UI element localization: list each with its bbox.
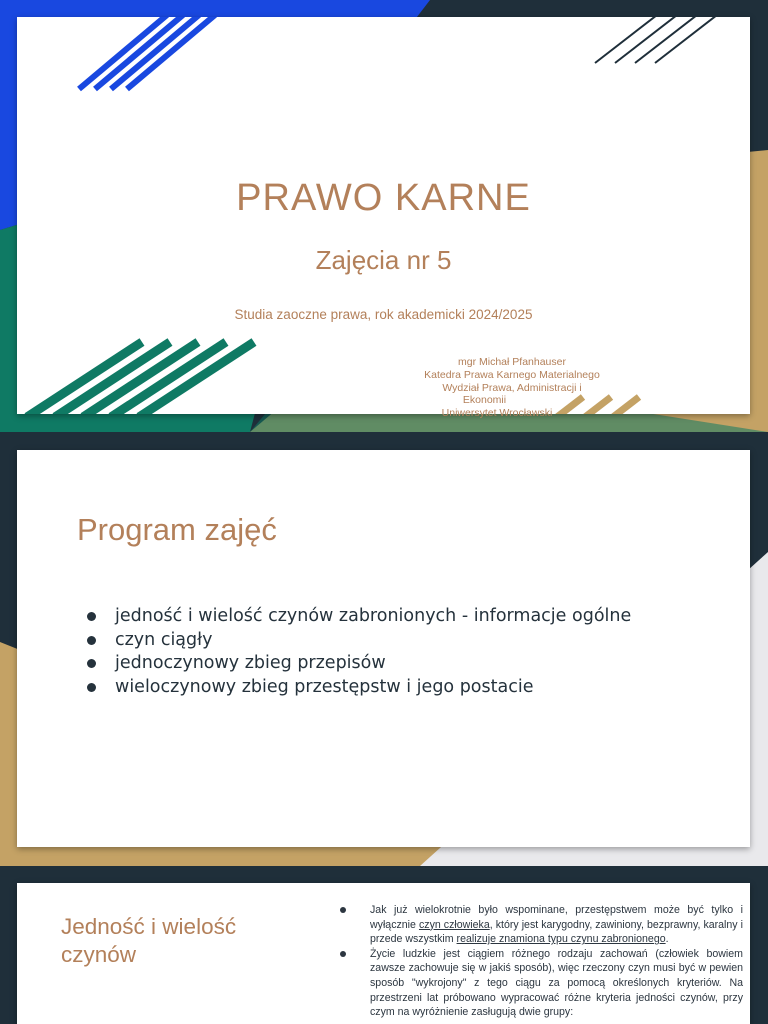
presentation-title: PRAWO KARNE bbox=[236, 177, 531, 219]
slide-2-card bbox=[17, 450, 750, 847]
author-university: Uniwersytet Wrocławski bbox=[441, 407, 553, 420]
slide-3 bbox=[0, 866, 768, 1024]
slide-3-card bbox=[17, 883, 750, 1024]
author-faculty-cont: Ekonomii bbox=[462, 394, 507, 407]
paragraph-1: Jak już wielokrotnie było wspominane, przestępstwem może być tylko i wyłącznie czyn człowieka, który jest karygodny, zawiniony, bezprawny, karalny i przede wszystkim realizuje znamiona typu czynu zabronionego. bbox=[340, 903, 743, 947]
program-title: Program zajęć bbox=[77, 512, 277, 547]
list-item: jedność i wielość czynów zabronionych - informacje ogólne bbox=[87, 605, 631, 629]
bullet-icon bbox=[87, 683, 96, 692]
bullet-icon bbox=[87, 659, 96, 668]
paragraph-2: Życie ludzkie jest ciągiem różnego rodzaju zachowań (człowiek bowiem zawsze zachowuje się w jakiś sposób), więc rzeczony czyn musi być w pewien sposób "wykrojony" z tego ciągu za pomocą określonych kryteriów. Na przestrzeni lat próbowano wypracować różne kryteria jedności czynów, przy czym na wyróżnienie zasługują dwie grupy: bbox=[340, 947, 743, 1020]
list-item: czyn ciągły bbox=[87, 629, 631, 653]
study-info-line: Studia zaoczne prawa, rok akademicki 2024/2025 bbox=[234, 307, 533, 322]
author-department: Katedra Prawa Karnego Materialnego bbox=[424, 368, 600, 381]
slide-1 bbox=[0, 0, 768, 432]
list-item: jednoczynowy zbieg przepisów bbox=[87, 652, 631, 676]
bullet-icon bbox=[87, 636, 96, 645]
bullet-icon bbox=[340, 951, 346, 957]
author-faculty: Wydział Prawa, Administracji i bbox=[442, 381, 582, 394]
slide-2 bbox=[0, 432, 768, 866]
bullet-icon bbox=[340, 907, 346, 913]
section-body bbox=[340, 903, 743, 1020]
section-title: Jedność i wielość czynów bbox=[61, 914, 237, 967]
list-item: wieloczynowy zbieg przestępstw i jego postacie bbox=[87, 676, 631, 700]
bullet-icon bbox=[87, 612, 96, 621]
link-znamiona[interactable]: realizuje znamiona typu czynu zabronionego bbox=[456, 933, 666, 946]
presentation-subtitle: Zajęcia nr 5 bbox=[315, 245, 452, 275]
program-list bbox=[87, 605, 631, 699]
slide-1-card bbox=[17, 17, 750, 420]
author-block bbox=[412, 356, 612, 420]
author-name: mgr Michał Pfanhauser bbox=[458, 356, 566, 368]
link-czyn-czlowieka[interactable]: czyn człowieka bbox=[418, 918, 490, 931]
